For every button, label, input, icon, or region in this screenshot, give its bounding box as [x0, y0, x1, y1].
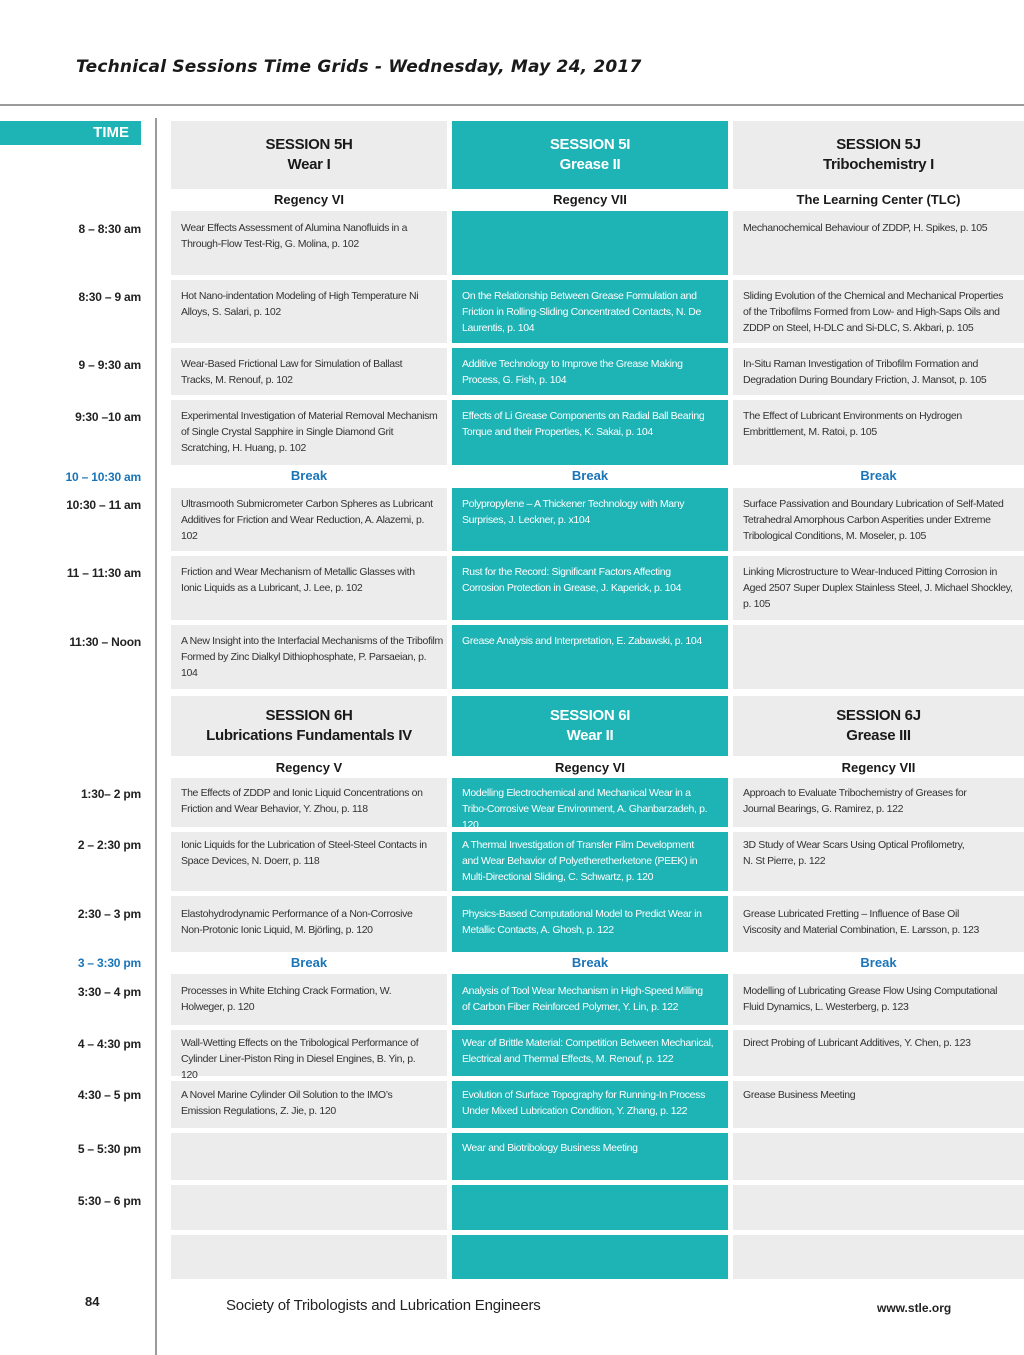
session-name: Lubrications Fundamentals IV: [206, 727, 412, 744]
talk-entry: Additive Technology to Improve the Grease Making Process, G. Fish, p. 104: [462, 358, 683, 386]
break-time-label: 3 – 3:30 pm: [77, 956, 141, 970]
time-slot-label: 5 – 5:30 pm: [77, 1142, 141, 1156]
title-divider: [0, 104, 1024, 106]
talk-entry: Sliding Evolution of the Chemical and Mechanical Properties of the Tribofilms Formed from Low- and High-Saps Oils and ZDDP on Steel, H-DLC and Si-DLC, S. Akbari, p. 105: [743, 290, 1004, 334]
room-label: The Learning Center (TLC): [796, 192, 961, 207]
time-slot-label: 1:30– 2 pm: [80, 787, 141, 801]
session-number: SESSION 6J: [836, 707, 921, 724]
talk-entry: Surface Passivation and Boundary Lubrication of Self-Mated Tetrahedral Amorphous Carbon Asperities under Extreme Tribological Conditions, M. Moseler, p. 105: [743, 498, 1004, 542]
talk-entry: 3D Study of Wear Scars Using Optical Profilometry, N. St Pierre, p. 122: [743, 839, 965, 867]
talk-cell: [171, 1185, 447, 1230]
page-number: 84: [85, 1294, 100, 1309]
session-name: Grease II: [559, 156, 621, 173]
talk-cell: [452, 1185, 728, 1230]
session-6i-header: [452, 696, 728, 756]
session-name: Wear I: [287, 156, 331, 173]
time-slot-label: 5:30 – 6 pm: [77, 1194, 141, 1208]
break-label: Break: [290, 955, 328, 970]
session-5i-header: [452, 121, 728, 189]
time-slot-label: 9 – 9:30 am: [78, 358, 141, 372]
talk-entry: In-Situ Raman Investigation of Tribofilm Formation and Degradation During Boundary Friction, J. Mansot, p. 105: [743, 358, 987, 386]
talk-entry: Grease Business Meeting: [743, 1089, 856, 1101]
talk-entry: Wear Effects Assessment of Alumina Nanofluids in a Through-Flow Test-Rig, G. Molina, p. 102: [181, 222, 408, 250]
session-number: SESSION 6H: [265, 707, 353, 724]
talk-entry: Ionic Liquids for the Lubrication of Steel-Steel Contacts in Space Devices, N. Doerr, p. 118: [181, 839, 427, 867]
break-label: Break: [571, 468, 609, 483]
talk-entry: Analysis of Tool Wear Mechanism in High-Speed Milling of Carbon Fiber Reinforced Polymer, Y. Lin, p. 122: [462, 985, 703, 1013]
break-label: Break: [860, 468, 897, 483]
talk-cell: [452, 211, 728, 275]
talk-entry: Wall-Wetting Effects on the Tribological Performance of Cylinder Liner-Piston Ring in Diesel Engines, B. Yin, p. 120: [181, 1037, 419, 1081]
talk-entry: Processes in White Etching Crack Formation, W. Holweger, p. 120: [181, 985, 392, 1013]
page-title: Technical Sessions Time Grids - Wednesday, May 24, 2017: [76, 57, 642, 77]
talk-entry: Grease Analysis and Interpretation, E. Zabawski, p. 104: [462, 635, 702, 647]
talk-entry: Rust for the Record: Significant Factors Affecting Corrosion Protection in Grease, J. Kaperick, p. 104: [462, 566, 682, 594]
session-number: SESSION 5J: [836, 136, 921, 153]
time-slot-label: 9:30 –10 am: [75, 410, 141, 424]
talk-entry: On the Relationship Between Grease Formulation and Friction in Rolling-Sliding Concentrated Contacts, N. De Laurentis, p. 104: [462, 290, 701, 334]
time-column-divider: [155, 118, 157, 1355]
talk-entry: Linking Microstructure to Wear-Induced Pitting Corrosion in Aged 2507 Super Duplex Stainless Steel, J. Michael Shockley, p. 105: [743, 566, 1013, 610]
talk-cell: [733, 1235, 1024, 1279]
talk-entry: Evolution of Surface Topography for Running-In Process Under Mixed Lubrication Condition, Y. Zhang, p. 122: [462, 1089, 705, 1117]
session-number: SESSION 5I: [549, 136, 631, 153]
talk-cell: [733, 625, 1024, 689]
talk-entry: Direct Probing of Lubricant Additives, Y. Chen, p. 123: [743, 1037, 971, 1049]
talk-cell: [733, 1185, 1024, 1230]
break-time-label: 10 – 10:30 am: [65, 470, 141, 484]
talk-entry: A Novel Marine Cylinder Oil Solution to the IMO’s Emission Regulations, Z. Jie, p. 120: [181, 1089, 393, 1117]
talk-entry: Modelling Electrochemical and Mechanical Wear in a Tribo-Corrosive Wear Environment, A. Ghanbarzadeh, p. 120: [462, 787, 708, 831]
session-number: SESSION 6I: [549, 707, 631, 724]
time-slot-label: 8:30 – 9 am: [78, 290, 141, 304]
session-5j-header: [733, 121, 1024, 189]
session-6h-header: [171, 696, 447, 756]
session-5h-header: [171, 121, 447, 189]
time-slot-label: 10:30 – 11 am: [66, 498, 141, 512]
talk-entry: Experimental Investigation of Material Removal Mechanism of Single Crystal Sapphire in Single Diamond Grit Scratching, H. Huang, p. 102: [181, 410, 438, 454]
talk-cell: [733, 1133, 1024, 1180]
time-slot-label: 11:30 – Noon: [69, 635, 141, 649]
talk-entry: Elastohydrodynamic Performance of a Non-Corrosive Non-Protonic Ionic Liquid, M. Björling, p. 120: [181, 908, 413, 936]
talk-entry: Grease Lubricated Fretting – Influence of Base Oil Viscosity and Material Combination, E. Larsson, p. 123: [743, 908, 979, 936]
talk-entry: Friction and Wear Mechanism of Metallic Glasses with Ionic Liquids as a Lubricant, J. Lee, p. 102: [181, 566, 415, 594]
talk-cell: [171, 1133, 447, 1180]
room-label: Regency VII: [841, 760, 916, 775]
time-slot-label: 4:30 – 5 pm: [77, 1088, 141, 1102]
talk-entry: The Effect of Lubricant Environments on Hydrogen Embrittlement, M. Ratoi, p. 105: [743, 410, 962, 438]
time-slot-label: 3:30 – 4 pm: [77, 985, 141, 999]
session-6j-header: [733, 696, 1024, 756]
time-slot-label: 4 – 4:30 pm: [77, 1037, 141, 1051]
session-name: Wear II: [566, 727, 614, 744]
room-label: Regency V: [275, 760, 343, 775]
website-url: www.stle.org: [877, 1301, 952, 1315]
talk-entry: Wear of Brittle Material: Competition Between Mechanical, Electrical and Thermal Effects, M. Renouf, p. 122: [462, 1037, 714, 1065]
talk-entry: Wear-Based Frictional Law for Simulation of Ballast Tracks, M. Renouf, p. 102: [181, 358, 403, 386]
room-label: Regency VI: [273, 192, 345, 207]
talk-entry: The Effects of ZDDP and Ionic Liquid Concentrations on Friction and Wear Behavior, Y. Zhou, p. 118: [181, 787, 423, 815]
talk-entry: Physics-Based Computational Model to Predict Wear in Metallic Contacts, A. Ghosh, p. 122: [462, 908, 702, 936]
talk-entry: Effects of Li Grease Components on Radial Ball Bearing Torque and their Properties, K. Sakai, p. 104: [462, 410, 705, 438]
session-name: Grease III: [846, 727, 911, 744]
time-slot-label: 2:30 – 3 pm: [77, 907, 141, 921]
talk-entry: Approach to Evaluate Tribochemistry of Greases for Journal Bearings, G. Ramirez, p. 122: [743, 787, 967, 815]
room-label: Regency VI: [554, 760, 626, 775]
time-slot-label: 2 – 2:30 pm: [77, 838, 141, 852]
talk-cell: [171, 1235, 447, 1279]
talk-entry: Mechanochemical Behaviour of ZDDP, H. Spikes, p. 105: [743, 222, 988, 234]
talk-cell: [452, 1235, 728, 1279]
break-label: Break: [860, 955, 897, 970]
talk-entry: Modelling of Lubricating Grease Flow Using Computational Fluid Dynamics, L. Westerberg, p. 123: [743, 985, 998, 1013]
break-label: Break: [571, 955, 609, 970]
break-label: Break: [290, 468, 328, 483]
talk-entry: Wear and Biotribology Business Meeting: [462, 1142, 638, 1154]
session-name: Tribochemistry I: [822, 156, 935, 173]
room-label: Regency VII: [553, 192, 627, 207]
talk-entry: Hot Nano-indentation Modeling of High Temperature Ni Alloys, S. Salari, p. 102: [181, 290, 419, 318]
talk-entry: Polypropylene – A Thickener Technology with Many Surprises, J. Leckner, p. x104: [462, 498, 685, 526]
talk-entry: Ultrasmooth Submicrometer Carbon Spheres as Lubricant Additives for Friction and Wear Reduction, A. Alazemi, p. 102: [181, 498, 433, 542]
talk-entry: A Thermal Investigation of Transfer Film Development and Wear Behavior of Polyetheretherketone (PEEK) in Multi-Directional Sliding, C. Schwartz, p. 120: [462, 839, 698, 883]
time-slot-label: 11 – 11:30 am: [66, 566, 141, 580]
session-number: SESSION 5H: [265, 136, 353, 153]
talk-entry: A New Insight into the Interfacial Mechanisms of the Tribofilm Formed by Zinc Dialkyl Dithiophosphate, P. Parsaeian, p. 104: [181, 635, 443, 679]
time-column-header: TIME: [0, 121, 141, 145]
organization-name: Society of Tribologists and Lubrication Engineers: [226, 1297, 541, 1314]
time-slot-label: 8 – 8:30 am: [78, 222, 141, 236]
